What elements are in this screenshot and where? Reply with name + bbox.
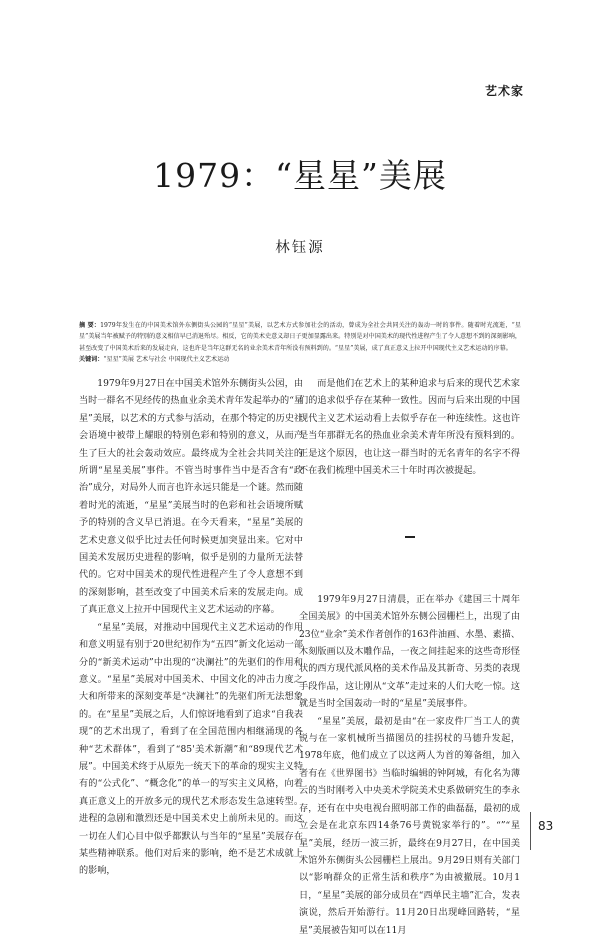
body-paragraph: 而是他们在艺术上的某种追求与后来的现代艺术家们的追求似乎存在某种一致性。因而与后来出现的中国现代主义艺术运动看上去似乎存在一种连续性。这也许是当年那群无名的热血业余美术青年所没有预料到的。正是这个原因，也让这一群当时的无名青年的名字不得不在我们梳理中国美术三十年时再次被提起。: [299, 379, 520, 477]
body-paragraph: 1979年9月27日在中国美术馆外东侧街头公园，由当时一群名不见经传的热血业余美术青年发起举办的“星星”美展，以艺术的方式参与活动，在那个特定的历史社会语境中被带上耀眼的特别色彩和特别的意义，从而产生了巨大的社会轰动效应。最终成为全社会共同关注的所谓“星星美展”事件。不管当时事件当中是否含有“政治”成分，对局外人而言也许永远只能是一个谜。然而随着时光的流逝，“星星”美展当时的色彩和社会语境所赋予的特别的含义早已消退。在今天看来，“星星”美展的艺术史意义似乎比过去任何时候更加突显出来。它对中国美术发展历史进程的影响，似乎是别的力量所无法替代的。它对中国美术的现代性进程产生了令人意想不到的深刻影响，甚至改变了中国美术后来的发展走向。成了真正意义上拉开中国现代主义艺术运动的序幕。: [79, 379, 303, 616]
abstract-text: 1979年发生在的中国美术馆外东侧街头公园的“星星”美展，以艺术方式参加社会的活动，曾成为全社会共同关注的轰动一时的事件。随着时光流逝，“星星”美展当年被赋予的特别的意义相信早已消退殆尽。相反，它的美术史意义却日子更加显露出来。特别是对中国美术的现代性进程产生了令人意想不到的深刻影响，甚至改变了中国美术后来的发展走向，这也许是当年这群无名的业余美术青年所没有预料到的。“星星”美展，成了真正意义上拉开中国现代主义艺术运动的序幕。: [79, 322, 521, 352]
keywords-text: “星星”美展 艺术与社会 中国现代主义艺术运动: [103, 356, 230, 364]
body-paragraph: “星星”美展，最初是由“在一家皮件厂当工人的黄锐与在一家机械所当描图员的挂拐杖的马德升发起，1978年底，他们成立了以这两人为首的筹备组，加入者有在《世界图书》当临时编辑的钟阿城，有化名为薄云的当时刚考入中央美术学院美术史系做研究生的李永存，还有在中央电视台照明部工作的曲磊磊，最初的成立会是在北京东四14条76号黄锐家举行的”。“”“星星”美展，经历一波三折，最终在9月27日，在中国美术馆外东侧街头公园栅栏上展出。9月29日则有关部门以“影响群众的正常生活和秩序”为由被撤展。10月1日，“星星”美展的部分成员在“西单民主墙”汇合，发表演说，然后开始游行。11月20日出现峰回路转，“星星”美展被告知可以在11月: [299, 716, 520, 936]
section-mark: [405, 536, 415, 537]
body-paragraph: 1979年9月27日清晨，正在举办《建国三十周年全国美展》的中国美术馆外东侧公园栅栏上，出现了由23位“业余”美术作者创作的163件油画、水墨、素描、木刻版画以及木雕作品，一夜之间挂起来的这些奇形怪状的西方现代派风格的美术作品及其新奇、另类的表现手段作品，这让刚从“文革”走过来的人们大吃一惊。这就是当时全国轰动一时的“星星”美展事件。: [299, 594, 520, 710]
article-title: 1979：“星星”美展: [153, 156, 447, 195]
abstract-block: [79, 320, 521, 366]
body-column-right: [299, 376, 520, 940]
body-paragraph: “星星”美展，对推动中国现代主义艺术运动的作用和意义明显有别于20世纪初作为“五四”新文化运动一部分的“新美术运动”中出现的“决澜社”的先驱们的作用和意义。“星星”美展对中国美术、中国文化的冲击力度之大和所带来的深刻变革是“决澜社”的先驱们所无法想象的。在“星星”美展之后，人们惊讶地看到了追求“自我表现”的艺术出现了，看到了在全国范围内相继涌现的各种“艺术群体”，看到了“85'美术新潮”和“89现代艺术展”。中国美术终于从原先一统天下的革命的现实主义特有的“公式化”、“概念化”的单一的写实主义风格，向着真正意义上的开放多元的现代艺术形态发生急速转型。进程的急剧和激烈还是中国美术史上前所未见的。而这一切在人们心目中似乎都默认与当年的“星星”美展存在某些精神联系。他们对后来的影响，绝不是艺术成就上的影响，: [79, 622, 303, 877]
body-column-left: [79, 376, 303, 881]
keywords: [79, 354, 521, 365]
article-author: 林钰源: [275, 240, 325, 256]
abstract: [79, 320, 521, 354]
abstract-label: 摘 要：: [79, 322, 101, 329]
keywords-label: 关键词：: [79, 356, 104, 364]
column-tag: 艺术家: [484, 84, 524, 98]
page-number: 83: [538, 819, 554, 833]
